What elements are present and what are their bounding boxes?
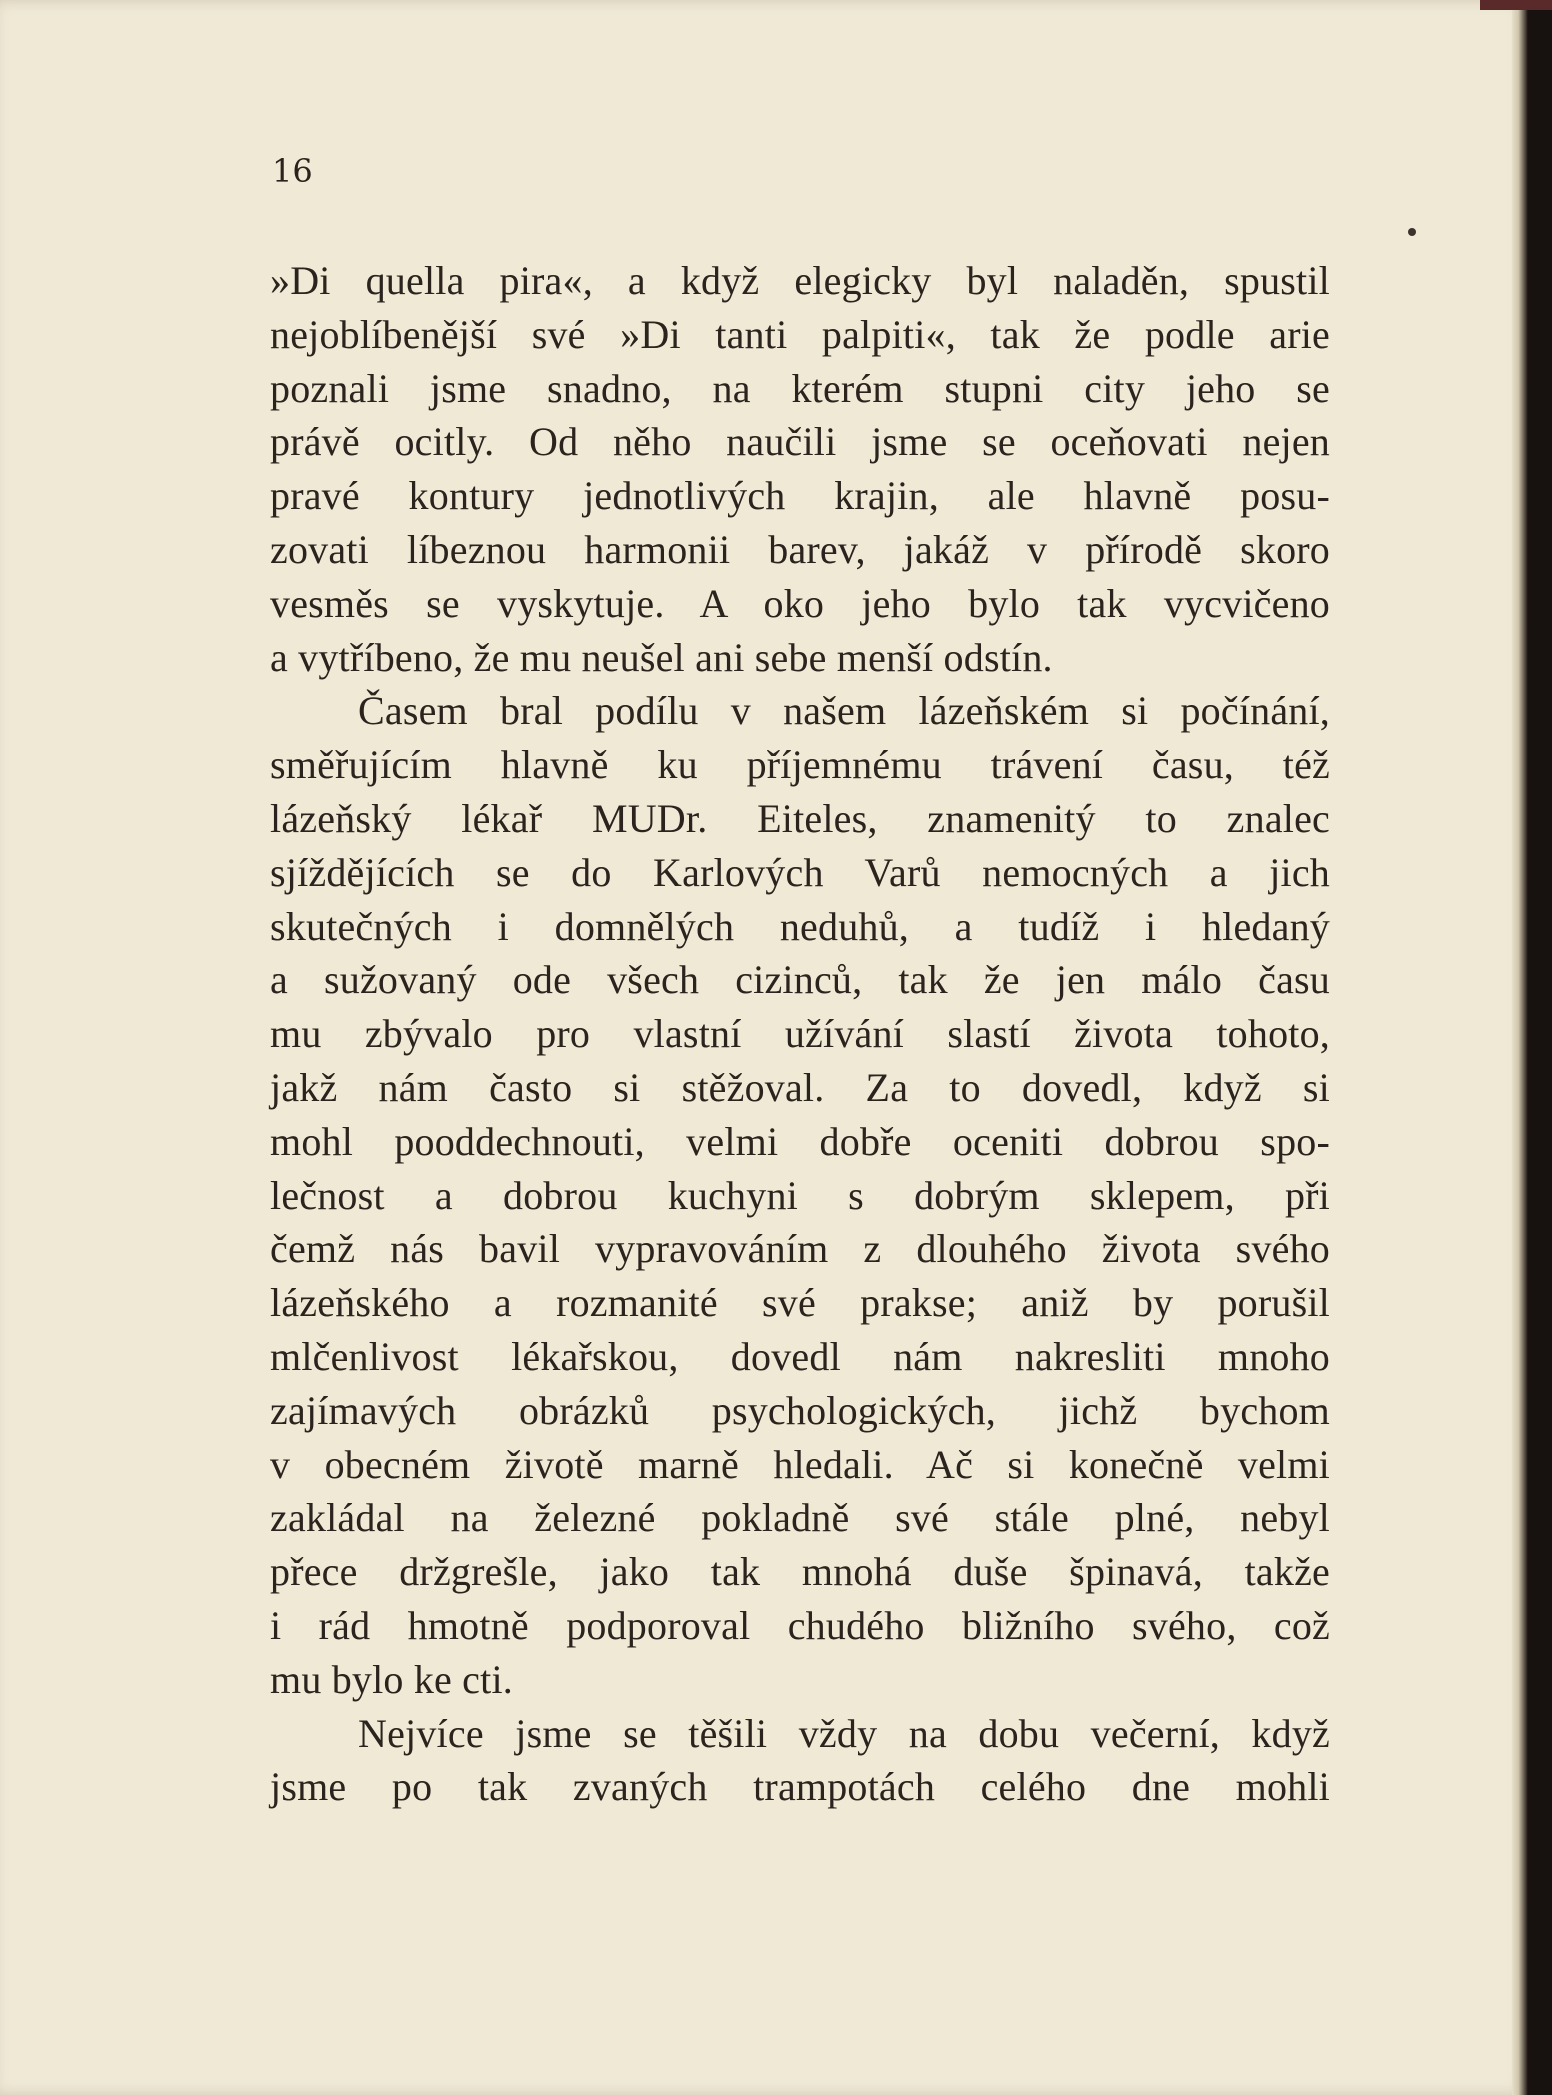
text-line: jsme po tak zvaných trampotách celého dne mohli [270,1764,1330,1810]
body-text [270,254,1330,1814]
text-line: skutečných i domnělých neduhů, a tudíž i hledaný [270,903,1330,949]
text-line: a sužovaný ode všech cizinců, tak že jen málo času [270,957,1330,1003]
text-line: mu bylo ke cti. [270,1656,513,1702]
text-line: zajímavých obrázků psychologických, jichž bychom [270,1387,1330,1433]
text-line: jakž nám často si stěžoval. Za to dovedl, když si [270,1064,1330,1110]
text-line: Časem bral podílu v našem lázeňském si počínání, [358,688,1330,734]
text-line: zovati líbeznou harmonii barev, jakáž v přírodě skoro [270,526,1330,572]
text-line: »Di quella pira«, a když elegicky byl naladěn, spustil [270,258,1330,303]
page-edge [1512,0,1528,2095]
text-line: právě ocitly. Od něho naučili jsme se oceňovati nejen [270,419,1330,465]
text-line: nejoblíbenější své »Di tanti palpiti«, tak že podle arie [270,311,1330,357]
binding-shadow [1528,0,1552,2095]
cover-corner [1480,0,1552,10]
text-line: i rád hmotně podporoval chudého bližního svého, což [270,1602,1330,1648]
text-line: vesměs se vyskytuje. A oko jeho bylo tak vycvičeno [270,580,1330,626]
text-line: přece držgrešle, jako tak mnohá duše špinavá, takže [270,1549,1330,1595]
text-line: v obecném životě marně hledali. Ač si konečně velmi [270,1441,1330,1487]
text-line: zakládal na železné pokladně své stále plné, nebyl [270,1495,1330,1541]
text-line: mohl pooddechnouti, velmi dobře oceniti dobrou spo- [270,1118,1330,1164]
text-line: lázeňského a rozmanité své prakse; aniž by porušil [270,1280,1330,1326]
text-line: mu zbývalo pro vlastní užívání slastí života tohoto, [270,1011,1330,1057]
text-line: lázeňský lékař MUDr. Eiteles, znamenitý to znalec [270,795,1330,841]
paper-speck [1408,228,1416,236]
text-line: a vytříbeno, že mu neušel ani sebe menší odstín. [270,634,1053,680]
text-line: pravé kontury jednotlivých krajin, ale hlavně posu- [270,473,1330,519]
text-line: poznali jsme snadno, na kterém stupni city jeho se [270,365,1330,411]
text-line: sjíždějících se do Karlových Varů nemocných a jich [270,849,1330,895]
text-line: mlčenlivost lékařskou, dovedl nám nakresliti mnoho [270,1333,1330,1379]
text-line: Nejvíce jsme se těšili vždy na dobu večerní, když [358,1710,1330,1756]
text-line: lečnost a dobrou kuchyni s dobrým sklepem, při [270,1172,1330,1218]
text-line: čemž nás bavil vypravováním z dlouhého života svého [270,1226,1330,1272]
page-number: 16 [272,152,313,190]
text-line: směřujícím hlavně ku příjemnému trávení času, též [270,742,1330,788]
